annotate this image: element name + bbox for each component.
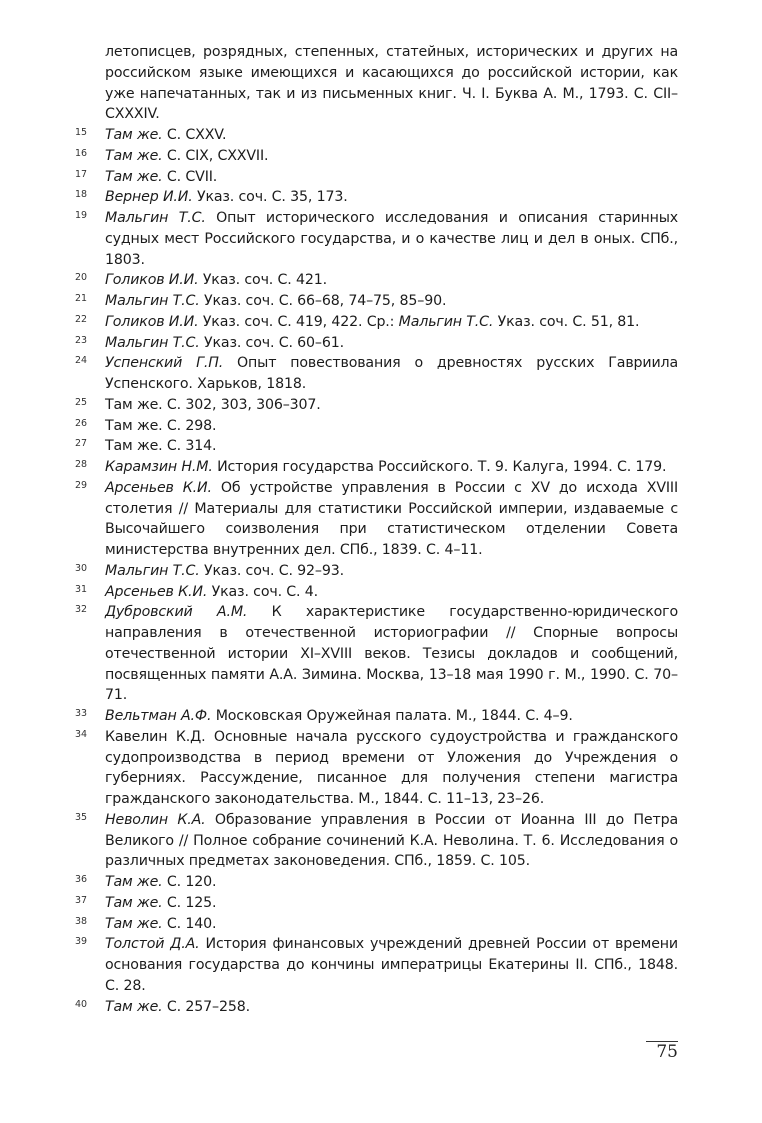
footnote-text: С. 125. (162, 894, 217, 911)
footnote (75, 167, 678, 188)
footnote (75, 478, 679, 561)
footnote-author: Карамзин Н.М. (105, 459, 213, 475)
footnote-text: История финансовых учреждений древней России от времени основания государства до кончины императрицы Екатерины II. СПб., 1848. С. 28. (105, 936, 679, 994)
footnote-text: С. CVII. (162, 168, 218, 185)
footnote-text: Указ. соч. С. 421. (198, 272, 327, 289)
footnote (75, 208, 678, 270)
footnote-text: летописцев, розрядных, степенных, статейных, исторических и других на российском языке имеющихся и касающихся до российской истории, как уже напечатанных, так и из письменных книг. Ч. I. Буква А. М., 1793. С. CII–CXXXIV. (105, 44, 678, 123)
footnote-text: Указ. соч. С. 66–68, 74–75, 85–90. (199, 293, 447, 309)
footnotes-list (75, 42, 679, 1017)
footnote-author: Арсеньев К.И. (105, 583, 208, 600)
footnote-text: Указ. соч. С. 60–61. (199, 334, 344, 351)
footnote (75, 436, 678, 457)
footnote-text: Кавелин К.Д. Основные начала русского судоустройства и гражданского судопроизводства в период времени от Уложения до Учреждения о губерниях. Рассуждение, писанное для получения степени магистра гражданского законодательства. М., 1844. С. 11–13, 23–26. (105, 728, 678, 807)
footnote-number: 32 (75, 604, 88, 616)
footnote-text: Там же. С. 302, 303, 306–307. (105, 396, 321, 413)
footnote-text: Указ. соч. С. 419, 422. Ср.: (198, 313, 399, 330)
footnote-author: Арсеньев К.И. (105, 479, 212, 496)
footnote-number: 26 (75, 417, 88, 429)
footnote-author: Мальгин Т.С. (105, 210, 206, 226)
footnote-text: С. CIX, CXXVII. (162, 147, 269, 164)
footnote (75, 602, 678, 706)
footnote-number: 23 (75, 334, 88, 346)
footnote-number: 21 (75, 293, 88, 304)
footnote-author: Мальгин Т.С. (398, 313, 494, 330)
footnote-author: Там же. (105, 147, 163, 164)
footnote-number: 36 (75, 874, 88, 885)
footnote-text: Об устройстве управления в России с XV до исхода XVIII столетия // Материалы для статистики Российской империи, издаваемые с Высочайшего соизволения при статистическом отделении Совета министерства внутренних дел. СПб., 1839. С. 4–11. (105, 479, 679, 558)
footnote (75, 270, 678, 291)
footnote-author: Мальгин Т.С. (105, 293, 200, 309)
footnote-number: 33 (75, 708, 88, 719)
footnote (75, 353, 678, 395)
footnote-author: Там же. (105, 915, 163, 932)
footnote-author: Там же. (105, 998, 163, 1015)
footnote-author: Неволин К.А. (105, 811, 206, 828)
footnote-author: Мальгин Т.С. (105, 562, 200, 579)
footnote-number: 24 (75, 355, 88, 367)
footnote-number: 29 (75, 479, 88, 491)
footnote-number: 39 (75, 936, 88, 948)
footnote-number: 18 (75, 189, 88, 201)
footnote-text: Московская Оружейная палата. М., 1844. С. 4–9. (211, 708, 573, 724)
footnote-number: 20 (75, 272, 88, 284)
footnote-author: Мальгин Т.С. (105, 334, 200, 351)
footnote (75, 457, 678, 478)
footnote (75, 706, 678, 727)
footnote-number: 17 (75, 168, 88, 180)
footnote-author: Вельтман А.Ф. (105, 708, 212, 724)
footnote (75, 187, 678, 208)
footnote (75, 395, 678, 416)
footnote-text: История государства Российского. Т. 9. Калуга, 1994. С. 179. (212, 459, 667, 475)
footnote-text: Указ. соч. С. 51, 81. (493, 313, 640, 330)
footnote (75, 872, 678, 893)
footnote (75, 934, 679, 996)
footnote-number: 22 (75, 313, 88, 325)
footnote-number: 16 (75, 147, 88, 159)
footnote (75, 561, 678, 582)
footnote-author: Дубровский А.М. (105, 604, 248, 621)
footnote-number: 27 (75, 438, 88, 450)
footnote-number: 28 (75, 459, 88, 470)
footnote-text: Указ. соч. С. 35, 173. (192, 189, 348, 206)
page-number: 75 (656, 1042, 678, 1062)
footnote-text: С. 257–258. (162, 998, 250, 1015)
footnote-author: Там же. (105, 168, 163, 185)
footnote-text: Там же. С. 314. (105, 438, 217, 455)
footnote-author: Голиков И.И. (105, 272, 199, 289)
footnote-text: Указ. соч. С. 4. (207, 583, 319, 600)
footnote (75, 416, 678, 437)
footnote (75, 727, 678, 810)
footnote-text: С. 120. (162, 874, 217, 890)
footnote-author: Вернер И.И. (105, 189, 193, 206)
footnote-number: 34 (75, 728, 88, 740)
footnote-number: 40 (75, 998, 88, 1010)
footnotes-container (75, 125, 679, 1017)
footnote-number: 38 (75, 915, 88, 927)
footnote-author: Там же. (105, 127, 163, 143)
footnote (75, 312, 678, 333)
footnote (75, 893, 678, 914)
footnote (75, 997, 678, 1018)
footnote-text: Там же. С. 298. (105, 417, 217, 434)
footnote-text: Опыт повествования о древностях русских Гавриила Успенского. Харьков, 1818. (105, 355, 678, 392)
footnote-number: 31 (75, 583, 88, 595)
footnote-number: 15 (75, 127, 88, 138)
footnote-text: Опыт исторического исследования и описания старинных судных мест Российского государства, и о качестве лиц и дел в оных. СПб., 1803. (105, 210, 678, 268)
footnote (75, 914, 678, 935)
footnote-number: 35 (75, 811, 88, 823)
footnote-author: Успенский Г.П. (105, 355, 224, 372)
footnote-text: С. 140. (162, 915, 217, 932)
footnote-number: 37 (75, 894, 88, 906)
footnote-text: К характеристике государственно-юридического направления в отечественной историографии // Спорные вопросы отечественной истории XI–XVIII веков. Тезисы докладов и сообщений, посвященных памяти А.А. Зимина. Москва, 13–18 мая 1990 г. М., 1990. С. 70–71. (105, 604, 678, 704)
footnote-text: Указ. соч. С. 92–93. (199, 562, 344, 579)
footnote-author: Толстой Д.А. (105, 936, 200, 953)
footnote-continuation (105, 42, 678, 125)
footnote (75, 291, 678, 312)
footnote-author: Там же. (105, 874, 163, 890)
footnote-author: Голиков И.И. (105, 313, 199, 330)
footnote (75, 582, 678, 603)
footnote (75, 810, 678, 872)
footnote (75, 333, 678, 354)
footnote-text: С. CXXV. (162, 127, 227, 143)
footnote-number: 19 (75, 210, 88, 221)
footnote-author: Там же. (105, 894, 163, 911)
footnote-number: 30 (75, 562, 88, 574)
footnote (75, 146, 678, 167)
footnote-number: 25 (75, 396, 88, 408)
footnote-text: Образование управления в России от Иоанна III до Петра Великого // Полное собрание сочинений К.А. Неволина. Т. 6. Исследования о различных предметах законоведения. СПб., 1859. С. 105. (105, 811, 678, 870)
footnote (75, 125, 678, 146)
